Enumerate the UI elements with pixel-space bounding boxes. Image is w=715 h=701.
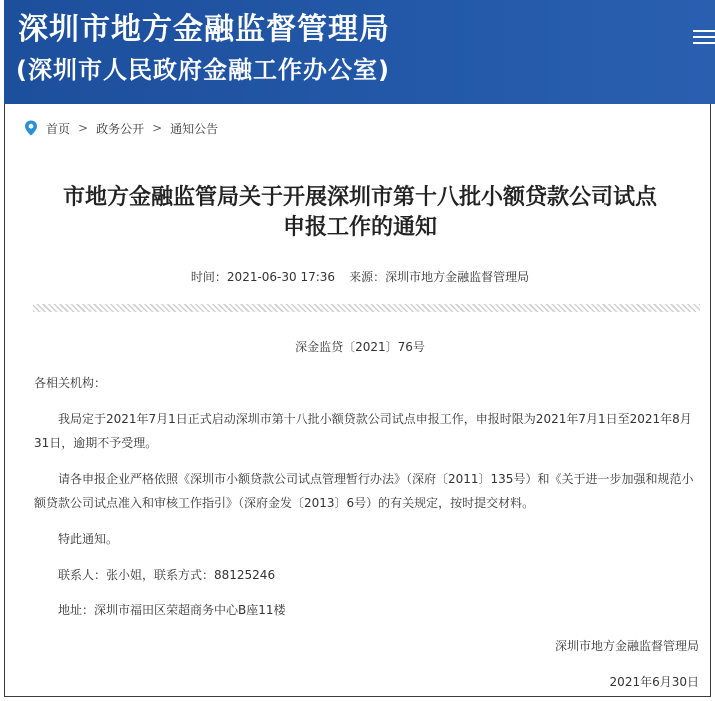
- issue-date: 2021年6月30日: [609, 675, 699, 689]
- article-title: [20, 183, 700, 243]
- article-title-line1: 市地方金融监管局关于开展深圳市第十八批小额贷款公司试点: [62, 185, 657, 210]
- signature: 深圳市地方金融监督管理局: [554, 639, 699, 653]
- article-meta: [20, 268, 700, 285]
- location-pin-icon: [24, 120, 38, 136]
- notice-text: 特此通知。: [58, 532, 119, 546]
- breadcrumb: [24, 118, 218, 138]
- breadcrumb-home[interactable]: 首页: [46, 121, 71, 136]
- hatched-divider: [33, 304, 700, 312]
- site-header: [4, 0, 715, 104]
- article-source: 来源：深圳市地方金融监督管理局: [349, 270, 530, 284]
- document-number: 深金监贷〔2021〕76号: [295, 340, 425, 354]
- breadcrumb-notices[interactable]: 通知公告: [170, 121, 219, 136]
- site-subtitle: (深圳市人民政府金融工作办公室): [16, 56, 390, 84]
- publish-time: 时间：2021-06-30 17:36: [190, 270, 336, 284]
- article-title-line2: 申报工作的通知: [282, 215, 437, 240]
- site-title: 深圳市地方金融监督管理局: [18, 12, 390, 47]
- breadcrumb-separator: >: [78, 121, 89, 135]
- address-info: 地址：深圳市福田区荣超商务中心B座11楼: [58, 603, 286, 617]
- paragraph-2: 请各申报企业严格依照《深圳市小额贷款公司试点管理暂行办法》（深府〔2011〕135号）和《关于进一步加强和规范小额贷款公司试点准入和审核工作指引》（深府金发〔2013〕6号）的有关规定，按时提交材料。: [34, 472, 694, 510]
- hamburger-icon[interactable]: [693, 26, 715, 48]
- paragraph-1: 我局定于2021年7月1日正式启动深圳市第十八批小额贷款公司试点申报工作，申报时限为2021年7月1日至2021年8月31日，逾期不予受理。: [34, 412, 692, 450]
- breadcrumb-gov-affairs[interactable]: 政务公开: [96, 121, 145, 136]
- salutation: 各相关机构：: [34, 376, 107, 390]
- breadcrumb-separator: >: [152, 121, 163, 135]
- contact-info: 联系人：张小姐，联系方式：88125246: [58, 568, 276, 582]
